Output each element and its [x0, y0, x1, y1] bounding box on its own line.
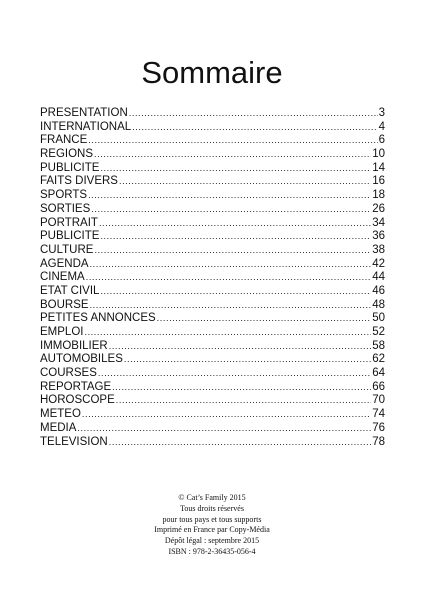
toc-dot-leader — [90, 258, 372, 272]
toc-entry-page-number: 18 — [372, 189, 385, 202]
toc-entry-page-number: 26 — [372, 202, 385, 215]
toc-dot-leader — [129, 107, 378, 121]
table-of-contents — [40, 107, 385, 449]
toc-entry-label: FRANCE — [40, 134, 88, 147]
toc-dot-leader — [109, 436, 371, 450]
toc-entry-page-number: 64 — [372, 367, 385, 380]
toc-entry — [40, 175, 385, 189]
toc-entry — [40, 162, 385, 176]
toc-dot-leader — [100, 162, 371, 176]
toc-entry-page-number: 42 — [372, 257, 385, 270]
toc-entry-page-number: 38 — [372, 243, 385, 256]
toc-entry-label: FAITS DIVERS — [40, 175, 118, 188]
toc-entry-page-number: 14 — [372, 161, 385, 174]
toc-entry-label: MÉTÉO — [40, 408, 81, 421]
toc-entry-page-number: 44 — [372, 271, 385, 284]
toc-dot-leader — [77, 422, 371, 436]
toc-entry-page-number: 78 — [372, 435, 385, 448]
toc-entry-page-number: 76 — [372, 421, 385, 434]
colophon-line: Tous droits réservés — [180, 503, 244, 513]
toc-dot-leader — [90, 299, 372, 313]
toc-entry — [40, 381, 385, 395]
colophon-line: © Cat’s Family 2015 — [178, 493, 246, 502]
colophon — [0, 493, 424, 558]
colophon-line: ISBN : 978-2-36435-056-4 — [168, 546, 256, 556]
toc-entry — [40, 134, 385, 148]
toc-entry-label: RÉGIONS — [40, 148, 94, 161]
toc-entry-page-number: 66 — [372, 380, 385, 393]
toc-entry-label: COURSES — [40, 367, 97, 380]
toc-dot-leader — [98, 367, 371, 381]
toc-entry-page-number: 3 — [378, 107, 385, 119]
toc-dot-leader — [132, 121, 377, 135]
toc-entry-page-number: 10 — [372, 148, 385, 161]
toc-entry-label: IMMOBILIER — [40, 339, 108, 352]
toc-entry-label: SORTIES — [40, 202, 91, 215]
colophon-line: pour tous pays et tous supports — [162, 514, 262, 524]
toc-dot-leader — [109, 340, 371, 354]
toc-entry — [40, 422, 385, 436]
toc-entry-page-number: 34 — [372, 216, 385, 229]
toc-entry — [40, 121, 385, 135]
toc-entry-label: PRÉSENTATION — [40, 107, 128, 119]
toc-entry — [40, 189, 385, 203]
toc-dot-leader — [99, 217, 371, 231]
toc-entry-page-number: 52 — [372, 326, 385, 338]
toc-entry — [40, 353, 385, 367]
toc-entry-label: BOURSE — [40, 298, 89, 311]
toc-entry — [40, 299, 385, 313]
toc-entry-page-number: 36 — [372, 230, 385, 243]
toc-entry — [40, 367, 385, 381]
toc-entry-page-number: 16 — [372, 175, 385, 188]
toc-entry-label: REPORTAGE — [40, 380, 112, 393]
toc-entry-label: PUBLICITÉ — [40, 230, 100, 243]
toc-dot-leader — [94, 148, 371, 162]
toc-dot-leader — [86, 271, 371, 285]
colophon-line: Imprimé en France par Copy-Média — [154, 525, 270, 535]
toc-entry-page-number: 46 — [372, 284, 385, 297]
page-title: Sommaire — [141, 54, 283, 90]
toc-entry-label: SPORTS — [40, 189, 88, 202]
toc-dot-leader — [88, 189, 371, 203]
colophon-line: Dépôt légal : septembre 2015 — [164, 536, 260, 546]
toc-dot-leader — [112, 381, 371, 395]
toc-dot-leader — [119, 175, 371, 189]
toc-dot-leader — [88, 134, 377, 148]
toc-entry-page-number: 50 — [372, 312, 385, 325]
toc-entry — [40, 436, 385, 450]
toc-dot-leader — [157, 312, 372, 326]
toc-dot-leader — [124, 353, 371, 367]
toc-entry-page-number: 4 — [378, 120, 385, 133]
toc-entry-label: ÉTAT CIVIL — [40, 284, 100, 297]
toc-entry-page-number: 48 — [372, 298, 385, 311]
toc-entry-label: INTERNATIONAL — [40, 120, 132, 133]
toc-entry — [40, 258, 385, 272]
toc-entry-label: HOROSCOPE — [40, 394, 115, 407]
toc-entry-label: EMPLOI — [40, 326, 84, 338]
toc-entry — [40, 230, 385, 244]
toc-entry — [40, 217, 385, 231]
toc-dot-leader — [100, 285, 371, 299]
toc-entry-page-number: 74 — [372, 408, 385, 421]
toc-dot-leader — [84, 326, 371, 340]
toc-entry — [40, 244, 385, 258]
toc-entry-page-number: 70 — [372, 394, 385, 407]
toc-entry — [40, 394, 385, 408]
toc-entry-page-number: 58 — [372, 339, 385, 352]
toc-entry-label: PETITES ANNONCES — [40, 312, 156, 325]
toc-entry — [40, 107, 385, 121]
toc-entry — [40, 312, 385, 326]
toc-entry — [40, 408, 385, 422]
toc-entry — [40, 148, 385, 162]
toc-entry-label: AGENDA — [40, 257, 89, 270]
toc-dot-leader — [94, 244, 371, 258]
toc-dot-leader — [116, 394, 371, 408]
toc-dot-leader — [91, 203, 371, 217]
toc-entry-page-number: 62 — [372, 353, 385, 366]
toc-entry-label: PUBLICITÉ — [40, 161, 100, 174]
toc-entry-label: CULTURE — [40, 243, 94, 256]
toc-dot-leader — [100, 230, 371, 244]
toc-entry — [40, 326, 385, 340]
toc-entry-label: PORTRAIT — [40, 216, 98, 229]
toc-dot-leader — [82, 408, 371, 422]
toc-entry — [40, 271, 385, 285]
toc-entry-label: MÉDIA — [40, 421, 77, 434]
toc-entry — [40, 203, 385, 217]
toc-entry — [40, 285, 385, 299]
toc-entry-label: CINÉMA — [40, 271, 85, 284]
toc-entry-label: AUTOMOBILES — [40, 353, 123, 366]
toc-entry — [40, 340, 385, 354]
toc-entry-page-number: 6 — [378, 134, 385, 147]
toc-entry-label: TÉLÉVISION — [40, 435, 108, 448]
